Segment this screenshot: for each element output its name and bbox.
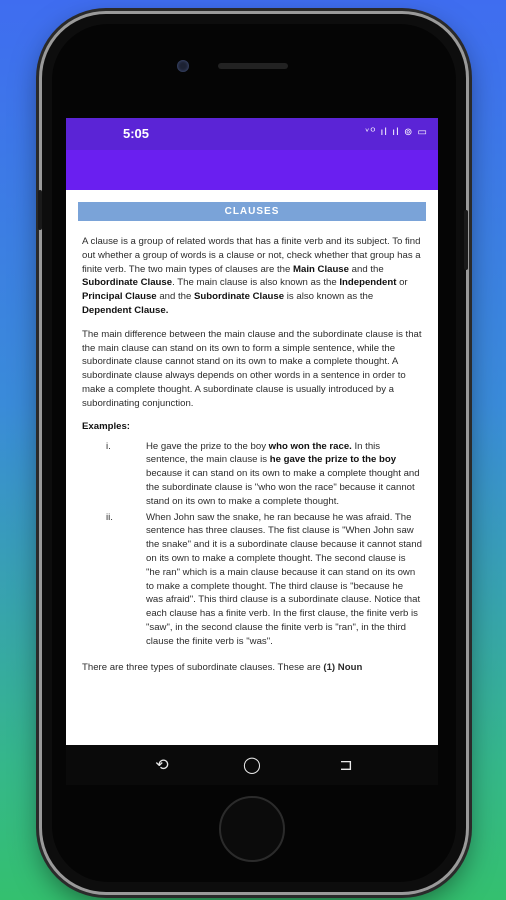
recents-nav-icon[interactable]: ⊐ [339,755,353,774]
app-screen [66,118,438,745]
example-number: i. [106,440,111,452]
status-bar [66,118,438,150]
home-nav-icon[interactable]: ◯ [243,755,261,774]
example-text: When John saw the snake, he ran because he was afraid. The sentence has three clauses. The fist clause is "When John saw the snake" and it is a subordinate clause because it cannot stand on its own to make a complete thought. The second clause is "he ran" which is a main clause because it can stand on its own to make a complete thought. The third clause is "because he was afraid". This third clause is a subordinate clause. Notice that each clause has a finite verb. In the first clause, the finite verb is "saw", in the second clause the finite verb is "ran", in the third clause the finite verb is "was". [146,511,422,647]
earpiece-speaker [218,63,288,69]
article-content [66,190,438,674]
example-number: ii. [106,511,113,523]
power-button [464,210,468,270]
paragraph-definition: A clause is a group of related words that has a finite verb and its subject. To find out whether a group of words is a clause or not, check whether that group has a finite verb. The two main types of clauses are the Main Clause and the Subordinate Clause. The main clause is also known as the Independent or Principal Clause and the Subordinate Clause is also known as the Dependent Clause. [82,236,421,316]
paragraph-types-partial: There are three types of subordinate clauses. These are (1) Noun [82,661,363,673]
back-nav-icon[interactable]: ⟲ [155,755,169,774]
section-title: CLAUSES [78,202,426,221]
example-item [78,511,426,649]
front-camera [177,60,189,72]
example-text: He gave the prize to the boy who won the race. In this sentence, the main clause is he gave the prize to the boy because it can stand on its own to make a complete thought and the subordinate clause is "who won the race" because it cannot stand on its own to make a complete thought. [146,440,420,507]
volume-button [38,190,42,230]
hardware-home-button[interactable] [219,796,285,862]
app-toolbar [66,150,438,190]
status-time: 5:05 [123,126,150,141]
system-nav-bar [66,745,438,785]
paragraph-difference: The main difference between the main clause and the subordinate clause is that the main clause can stand on its own to form a simple sentence, while the subordinate clause cannot stand on its own to make a complete thought. A subordinate clause always depends on other words in a sentence in order to make a complete thought. A subordinate clause is usually introduced by a subordinating conjunction. [82,328,422,409]
example-item [78,440,426,509]
examples-label: Examples: [82,420,130,432]
status-icons: ᵛᴼ ıl ıl ⊚ ▭ [365,127,428,138]
